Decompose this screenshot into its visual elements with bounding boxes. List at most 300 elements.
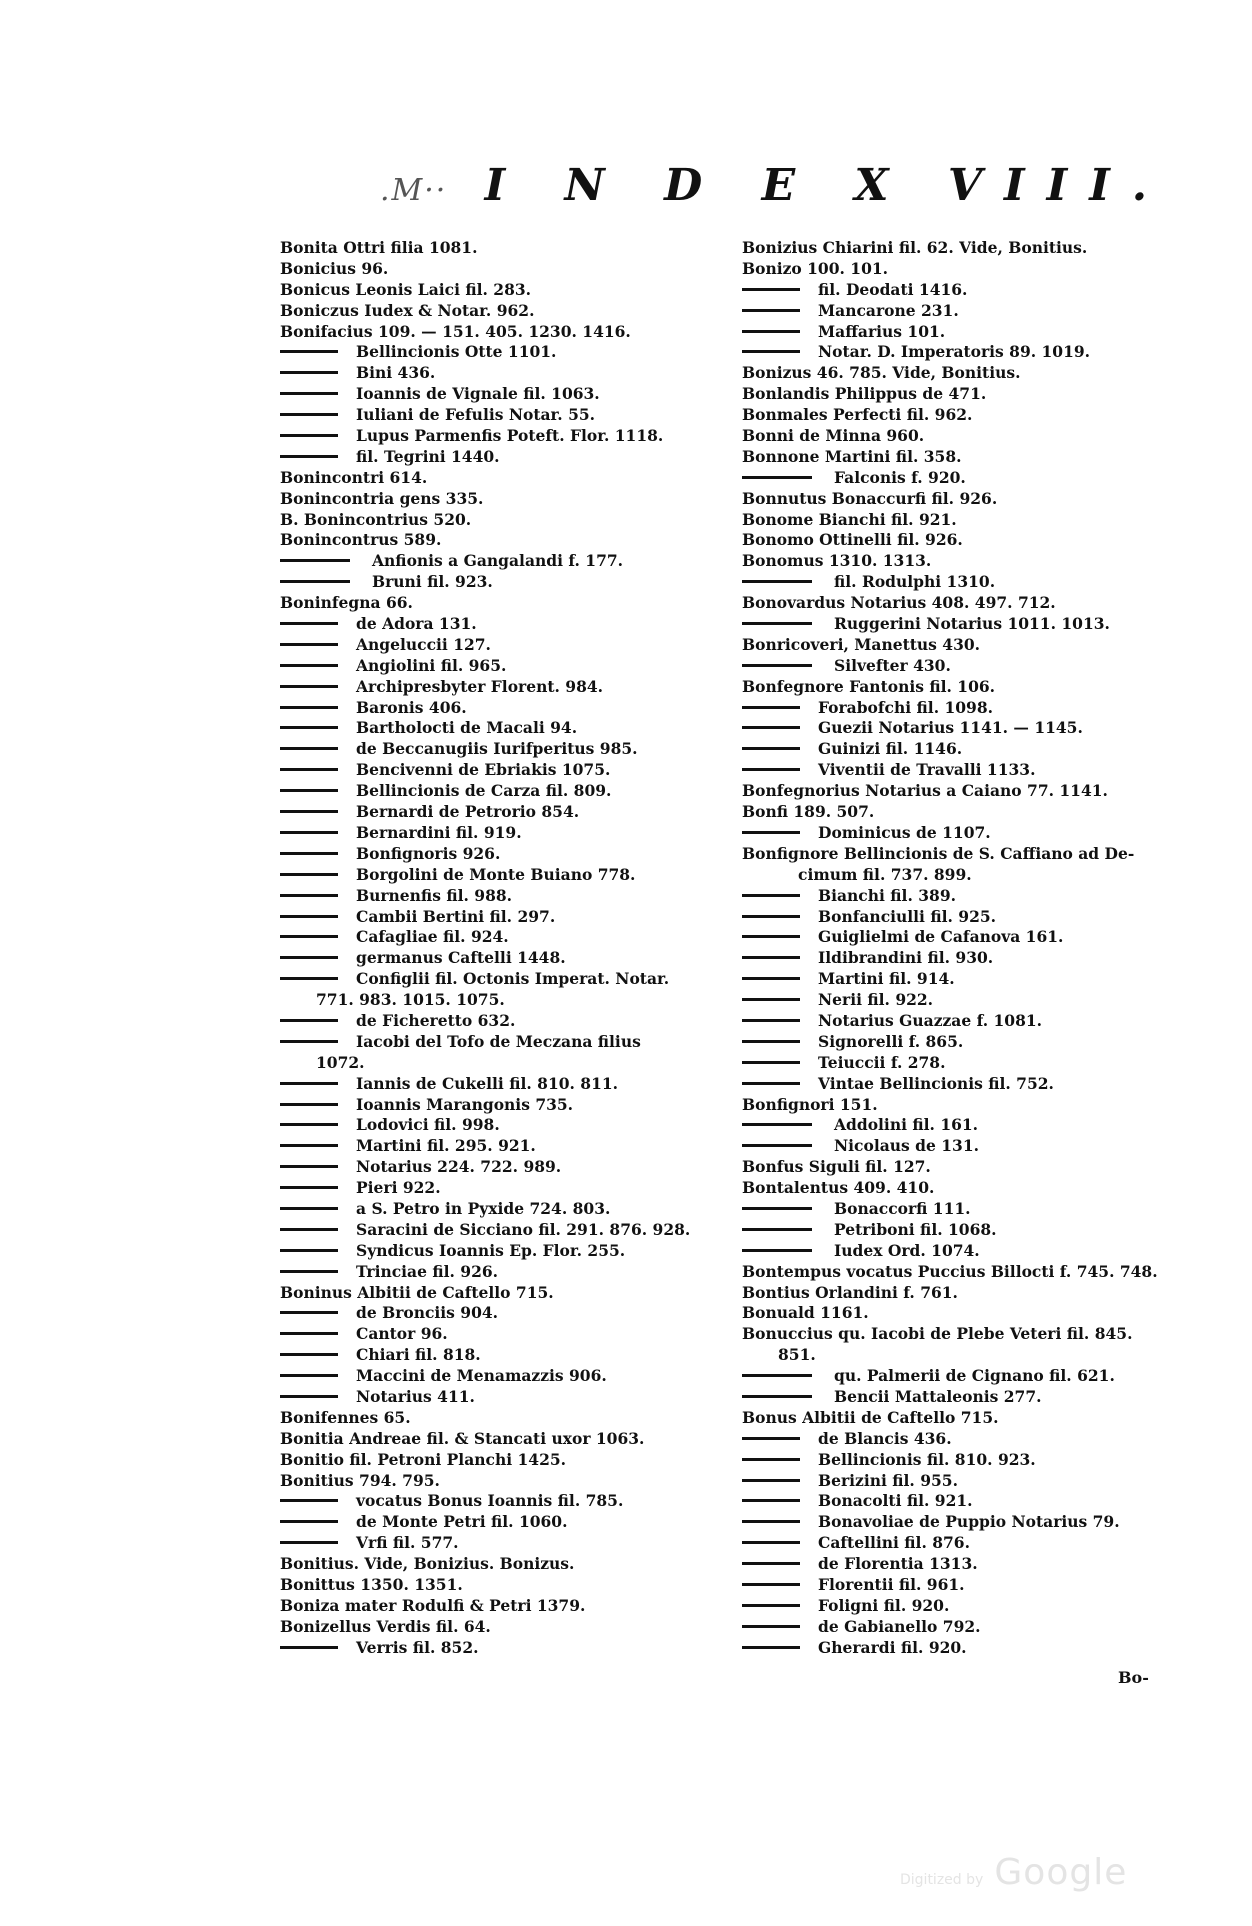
entry-text: Bonittus 1350. 1351.: [280, 1575, 463, 1594]
index-entry: [742, 1283, 1192, 1304]
index-entry: [280, 1283, 720, 1304]
index-entry: [742, 384, 1192, 405]
entry-text: Bellincionis Otte 1101.: [356, 342, 557, 362]
ditto-dash: [742, 768, 800, 771]
ditto-dash: [280, 1123, 338, 1126]
index-entry: [742, 1115, 1192, 1136]
index-entry: [742, 593, 1192, 614]
entry-text: Bontalentus 409. 410.: [742, 1178, 935, 1198]
ditto-dash: [742, 977, 800, 980]
entry-text: Bonacolti fil. 921.: [818, 1491, 973, 1511]
index-entry: [742, 1262, 1192, 1283]
index-entry: [280, 907, 720, 928]
index-entry: [742, 1345, 1192, 1366]
entry-text: de Florentia 1313.: [818, 1554, 978, 1574]
index-entry: [280, 280, 720, 301]
ditto-dash: [280, 706, 338, 709]
ditto-dash: [280, 685, 338, 688]
ditto-dash: [280, 643, 338, 646]
index-entry: [280, 635, 720, 656]
index-number: VIII.: [947, 160, 1170, 211]
ditto-dash: [742, 580, 812, 583]
index-entry: [742, 677, 1192, 698]
entry-text: Teiuccii f. 278.: [818, 1052, 946, 1072]
entry-text: cimum fil. 737. 899.: [798, 864, 972, 884]
entry-text: Bencivenni de Ebriakis 1075.: [356, 760, 611, 780]
page-title: [380, 160, 1170, 211]
watermark-prefix: Digitized by: [900, 1872, 984, 1888]
entry-text: fil. Deodati 1416.: [818, 279, 968, 299]
entry-text: Vrfi fil. 577.: [356, 1533, 459, 1553]
index-entry: [280, 572, 720, 593]
ditto-dash: [742, 1082, 800, 1085]
index-entry: [742, 1429, 1192, 1450]
left-index-column: [280, 238, 720, 1659]
ditto-dash: [280, 1165, 338, 1168]
entry-text: Boninfegna 66.: [280, 593, 413, 613]
entry-text: Borgolini de Monte Buiano 778.: [356, 864, 636, 884]
entry-text: Bianchi fil. 389.: [818, 885, 956, 905]
ditto-dash: [280, 580, 350, 583]
ditto-dash: [280, 1082, 338, 1085]
index-entry: [280, 1262, 720, 1283]
entry-text: 1072.: [316, 1052, 365, 1072]
ditto-dash: [742, 1541, 800, 1544]
entry-text: Falconis f. 920.: [834, 467, 966, 487]
ditto-dash: [742, 1520, 800, 1523]
ditto-dash: [742, 622, 812, 625]
index-entry: [280, 259, 720, 280]
ditto-dash: [742, 831, 800, 834]
entry-text: Maccini de Menamazzis 906.: [356, 1366, 607, 1386]
entry-text: de Adora 131.: [356, 614, 477, 634]
entry-text: Notarius 224. 722. 989.: [356, 1157, 562, 1177]
index-entry: [742, 238, 1192, 259]
ditto-dash: [742, 1395, 812, 1398]
index-entry: [742, 760, 1192, 781]
entry-text: Bellincionis de Carza fil. 809.: [356, 781, 612, 801]
index-entry: [280, 1220, 720, 1241]
index-entry: [280, 1533, 720, 1554]
ditto-dash: [280, 789, 338, 792]
index-entry: [742, 1220, 1192, 1241]
entry-text: de Ficheretto 632.: [356, 1010, 516, 1030]
entry-text: Archipresbyter Florent. 984.: [356, 676, 604, 696]
entry-text: Bonifennes 65.: [280, 1407, 411, 1427]
index-entry: [280, 698, 720, 719]
entry-text: qu. Palmerii de Cignano fil. 621.: [834, 1366, 1115, 1386]
entry-text: Burnenfis fil. 988.: [356, 885, 513, 905]
entry-text: Cantor 96.: [356, 1324, 448, 1344]
entry-text: Configlii fil. Octonis Imperat. Notar.: [356, 969, 670, 989]
entry-text: de Blancis 436.: [818, 1428, 952, 1448]
entry-text: Bonaccorfi 111.: [834, 1198, 971, 1218]
entry-text: de Gabianello 792.: [818, 1616, 981, 1636]
index-entry: [742, 510, 1192, 531]
index-entry: [280, 405, 720, 426]
ditto-dash: [742, 330, 800, 333]
index-entry: [742, 1324, 1192, 1345]
ditto-dash: [742, 706, 800, 709]
entry-text: Iacobi del Tofo de Meczana filius: [356, 1031, 641, 1051]
ditto-dash: [742, 1458, 800, 1461]
index-entry: [280, 301, 720, 322]
index-entry: [742, 781, 1192, 802]
entry-text: Bonizius Chiarini fil. 62. Vide, Bonitius.: [742, 238, 1088, 257]
index-entry: [280, 1596, 720, 1617]
ditto-dash: [280, 1207, 338, 1210]
index-entry: [280, 1157, 720, 1178]
index-entry: [280, 1366, 720, 1387]
index-entry: [742, 1387, 1192, 1408]
index-entry: [280, 677, 720, 698]
entry-text: Bonitius 794. 795.: [280, 1470, 440, 1490]
ditto-dash: [280, 455, 338, 458]
index-entry: [280, 342, 720, 363]
entry-text: Notarius Guazzae f. 1081.: [818, 1010, 1043, 1030]
index-entry: [742, 468, 1192, 489]
ditto-dash: [280, 1144, 338, 1147]
ditto-dash: [280, 768, 338, 771]
index-entry: [742, 1303, 1192, 1324]
index-entry: [280, 1491, 720, 1512]
entry-text: Florentii fil. 961.: [818, 1575, 965, 1594]
entry-text: Guinizi fil. 1146.: [818, 739, 963, 759]
index-entry: [742, 1450, 1192, 1471]
index-entry: [742, 802, 1192, 823]
entry-text: Syndicus Ioannis Ep. Flor. 255.: [356, 1240, 626, 1260]
ditto-dash: [742, 1061, 800, 1064]
entry-text: Nicolaus de 131.: [834, 1136, 980, 1156]
ditto-dash: [742, 309, 800, 312]
index-entry: [280, 823, 720, 844]
index-entry: [742, 739, 1192, 760]
index-entry: [742, 301, 1192, 322]
entry-text: Anfionis a Gangalandi f. 177.: [372, 551, 624, 571]
ditto-dash: [742, 1562, 800, 1565]
entry-text: Bontempus vocatus Puccius Billocti f. 745. 748.: [742, 1261, 1158, 1281]
ditto-dash: [280, 1499, 338, 1502]
index-entry: [742, 865, 1192, 886]
ditto-dash: [280, 1332, 338, 1335]
entry-text: Bonfegnore Fantonis fil. 106.: [742, 676, 996, 696]
ditto-dash: [280, 1520, 338, 1523]
entry-text: Bonfignori 151.: [742, 1094, 878, 1114]
index-entry: [742, 1095, 1192, 1116]
entry-text: Boniza mater Rodulfi & Petri 1379.: [280, 1595, 586, 1615]
ditto-dash: [280, 622, 338, 625]
ditto-dash: [742, 894, 800, 897]
entry-text: Bonus Albitii de Caftello 715.: [742, 1407, 999, 1427]
ditto-dash: [742, 664, 812, 667]
entry-text: Bonomus 1310. 1313.: [742, 551, 932, 571]
ditto-dash: [742, 1583, 800, 1586]
entry-text: Iuliani de Fefulis Notar. 55.: [356, 405, 596, 425]
index-entry: [742, 698, 1192, 719]
index-entry: [280, 1074, 720, 1095]
index-entry: [742, 1053, 1192, 1074]
entry-text: Bonfignore Bellincionis de S. Caffiano ad De-: [742, 843, 1135, 863]
entry-text: Bonfus Siguli fil. 127.: [742, 1157, 931, 1177]
entry-text: Bonomo Ottinelli fil. 926.: [742, 530, 963, 550]
entry-text: Notarius 411.: [356, 1386, 475, 1406]
index-entry: [742, 823, 1192, 844]
index-entry: [280, 1387, 720, 1408]
ditto-dash: [280, 1311, 338, 1314]
entry-text: Viventii de Travalli 1133.: [818, 760, 1036, 780]
ditto-dash: [742, 915, 800, 918]
entry-text: Bonovardus Notarius 408. 497. 712.: [742, 593, 1056, 613]
entry-text: Foligni fil. 920.: [818, 1595, 950, 1615]
entry-text: Bonitius. Vide, Bonizius. Bonizus.: [280, 1554, 575, 1574]
entry-text: Bonlandis Philippus de 471.: [742, 384, 987, 404]
index-entry: [742, 886, 1192, 907]
index-entry: [742, 1157, 1192, 1178]
index-entry: [280, 1095, 720, 1116]
ditto-dash: [280, 873, 338, 876]
index-entry: [742, 635, 1192, 656]
ditto-dash: [742, 1374, 812, 1377]
ditto-dash: [280, 371, 338, 374]
ditto-dash: [742, 1207, 812, 1210]
entry-text: Bencii Mattaleonis 277.: [834, 1386, 1042, 1406]
index-entry: [280, 1408, 720, 1429]
catchword: Bo-: [1118, 1668, 1149, 1687]
ditto-dash: [280, 894, 338, 897]
entry-text: Forabofchi fil. 1098.: [818, 697, 994, 717]
header-smudge: .M··: [380, 173, 448, 208]
ditto-dash: [280, 831, 338, 834]
entry-text: Bonifacius 109. — 151. 405. 1230. 1416.: [280, 321, 631, 341]
entry-text: Martini fil. 914.: [818, 969, 955, 989]
index-entry: [742, 969, 1192, 990]
entry-text: Bontius Orlandini f. 761.: [742, 1282, 958, 1302]
entry-text: Bonizus 46. 785. Vide, Bonitius.: [742, 363, 1021, 383]
entry-text: Notar. D. Imperatoris 89. 1019.: [818, 342, 1091, 362]
entry-text: Bonome Bianchi fil. 921.: [742, 509, 957, 529]
entry-text: Guiglielmi de Cafanova 161.: [818, 927, 1064, 947]
ditto-dash: [742, 350, 800, 353]
entry-text: Trinciae fil. 926.: [356, 1261, 499, 1281]
entry-text: fil. Rodulphi 1310.: [834, 572, 996, 592]
entry-text: Bonincontria gens 335.: [280, 488, 484, 508]
index-entry: [280, 551, 720, 572]
ditto-dash: [280, 935, 338, 938]
index-entry: [742, 1136, 1192, 1157]
index-entry: [742, 1575, 1192, 1596]
index-entry: [280, 1324, 720, 1345]
ditto-dash: [742, 1228, 812, 1231]
entry-text: Iudex Ord. 1074.: [834, 1240, 980, 1260]
ditto-dash: [280, 1040, 338, 1043]
ditto-dash: [742, 956, 800, 959]
entry-text: Ruggerini Notarius 1011. 1013.: [834, 614, 1110, 634]
index-entry: [280, 426, 720, 447]
entry-text: Mancarone 231.: [818, 300, 959, 320]
ditto-dash: [742, 747, 800, 750]
entry-text: fil. Tegrini 1440.: [356, 446, 500, 466]
entry-text: Berizini fil. 955.: [818, 1470, 958, 1490]
index-entry: [280, 593, 720, 614]
entry-text: Vintae Bellincionis fil. 752.: [818, 1073, 1054, 1093]
index-entry: [742, 1491, 1192, 1512]
right-index-column: [742, 238, 1192, 1659]
ditto-dash: [280, 1270, 338, 1273]
index-entry: [742, 1408, 1192, 1429]
entry-text: Bonricoveri, Manettus 430.: [742, 634, 981, 654]
index-entry: [280, 802, 720, 823]
entry-text: vocatus Bonus Ioannis fil. 785.: [356, 1491, 624, 1511]
entry-text: Bruni fil. 923.: [372, 572, 493, 592]
index-entry: [742, 551, 1192, 572]
entry-text: Bonnutus Bonaccurfi fil. 926.: [742, 488, 998, 508]
entry-text: Bonnone Martini fil. 358.: [742, 446, 962, 466]
entry-text: Boniczus Iudex & Notar. 962.: [280, 300, 535, 320]
ditto-dash: [280, 977, 338, 980]
ditto-dash: [280, 434, 338, 437]
index-entry: [280, 447, 720, 468]
ditto-dash: [280, 350, 338, 353]
index-entry: [280, 468, 720, 489]
index-entry: [280, 489, 720, 510]
index-entry: [742, 426, 1192, 447]
entry-text: Guezii Notarius 1141. — 1145.: [818, 718, 1083, 738]
watermark: [900, 1852, 1127, 1893]
index-entry: [742, 1074, 1192, 1095]
entry-text: Bonita Ottri filia 1081.: [280, 238, 478, 257]
ditto-dash: [742, 1040, 800, 1043]
index-entry: [742, 614, 1192, 635]
index-entry: [280, 530, 720, 551]
index-entry: [742, 1596, 1192, 1617]
index-entry: [280, 1575, 720, 1596]
index-entry: [280, 1429, 720, 1450]
entry-text: Lupus Parmenfis Poteft. Flor. 1118.: [356, 426, 664, 446]
ditto-dash: [742, 1019, 800, 1022]
index-entry: [742, 948, 1192, 969]
index-entry: [280, 760, 720, 781]
entry-text: Dominicus de 1107.: [818, 822, 991, 842]
index-entry: [742, 405, 1192, 426]
ditto-dash: [280, 810, 338, 813]
index-entry: [280, 384, 720, 405]
watermark-logo: Google: [994, 1852, 1128, 1893]
entry-text: Signorelli f. 865.: [818, 1031, 964, 1051]
index-entry: [742, 990, 1192, 1011]
index-entry: [742, 1638, 1192, 1659]
index-entry: [280, 1638, 720, 1659]
ditto-dash: [280, 1395, 338, 1398]
ditto-dash: [742, 1499, 800, 1502]
index-entry: [742, 363, 1192, 384]
index-entry: [280, 1032, 720, 1053]
entry-text: Bonfegnorius Notarius a Caiano 77. 1141.: [742, 781, 1108, 801]
ditto-dash: [280, 664, 338, 667]
entry-text: Nerii fil. 922.: [818, 990, 934, 1010]
index-entry: [280, 948, 720, 969]
entry-text: Cafagliae fil. 924.: [356, 927, 509, 947]
entry-text: Bonitia Andreae fil. & Stancati uxor 1063.: [280, 1428, 645, 1448]
index-entry: [742, 1533, 1192, 1554]
entry-text: Bartholocti de Macali 94.: [356, 718, 578, 738]
index-entry: [280, 1617, 720, 1638]
entry-text: Pieri 922.: [356, 1178, 441, 1198]
entry-text: 771. 983. 1015. 1075.: [316, 990, 505, 1010]
entry-text: Bonavoliae de Puppio Notarius 79.: [818, 1512, 1120, 1532]
entry-text: Lodovici fil. 998.: [356, 1115, 500, 1135]
entry-text: Cambii Bertini fil. 297.: [356, 906, 556, 926]
index-entry: [742, 489, 1192, 510]
ditto-dash: [280, 747, 338, 750]
index-entry: [742, 259, 1192, 280]
entry-text: Ildibrandini fil. 930.: [818, 948, 994, 968]
index-entry: [742, 1471, 1192, 1492]
ditto-dash: [280, 1019, 338, 1022]
ditto-dash: [280, 1541, 338, 1544]
ditto-dash: [742, 288, 800, 291]
index-entry: [742, 280, 1192, 301]
index-entry: [280, 969, 720, 990]
index-entry: [742, 907, 1192, 928]
entry-text: Chiari fil. 818.: [356, 1345, 481, 1365]
ditto-dash: [280, 1374, 338, 1377]
index-entry: [742, 572, 1192, 593]
index-entry: [742, 1512, 1192, 1533]
entry-text: Bonuccius qu. Iacobi de Plebe Veteri fil. 845.: [742, 1324, 1133, 1344]
entry-text: Bonizo 100. 101.: [742, 258, 889, 278]
index-entry: [280, 1241, 720, 1262]
entry-text: a S. Petro in Pyxide 724. 803.: [356, 1198, 611, 1218]
ditto-dash: [742, 1144, 812, 1147]
index-entry: [742, 1011, 1192, 1032]
ditto-dash: [742, 998, 800, 1001]
entry-text: Ioannis de Vignale fil. 1063.: [356, 384, 600, 404]
entry-text: Bonfanciulli fil. 925.: [818, 906, 997, 926]
entry-text: de Beccanugiis Iurifperitus 985.: [356, 739, 638, 759]
entry-text: Bernardi de Petrorio 854.: [356, 802, 580, 822]
index-entry: [280, 1178, 720, 1199]
entry-text: de Bronciis 904.: [356, 1303, 499, 1323]
ditto-dash: [280, 1228, 338, 1231]
entry-text: 851.: [778, 1345, 816, 1365]
index-entry: [280, 1450, 720, 1471]
entry-text: Bellincionis fil. 810. 923.: [818, 1449, 1036, 1469]
ditto-dash: [280, 1249, 338, 1252]
ditto-dash: [742, 1625, 800, 1628]
ditto-dash: [742, 935, 800, 938]
index-entry: [280, 1303, 720, 1324]
index-entry: [742, 322, 1192, 343]
ditto-dash: [742, 1604, 800, 1607]
entry-text: Angeluccii 127.: [356, 634, 491, 654]
entry-text: B. Bonincontrius 520.: [280, 509, 472, 529]
entry-text: Bini 436.: [356, 363, 436, 383]
index-entry: [280, 844, 720, 865]
ditto-dash: [742, 726, 800, 729]
entry-text: Ioannis Marangonis 735.: [356, 1094, 574, 1114]
index-entry: [742, 1366, 1192, 1387]
index-entry: [742, 1554, 1192, 1575]
entry-text: Bonuald 1161.: [742, 1303, 869, 1323]
entry-text: Bonfi 189. 507.: [742, 802, 875, 822]
entry-text: Addolini fil. 161.: [834, 1115, 979, 1135]
index-entry: [742, 844, 1192, 865]
index-entry: [280, 656, 720, 677]
index-entry: [742, 1178, 1192, 1199]
ditto-dash: [280, 392, 338, 395]
ditto-dash: [280, 413, 338, 416]
entry-text: Silvefter 430.: [834, 655, 951, 675]
